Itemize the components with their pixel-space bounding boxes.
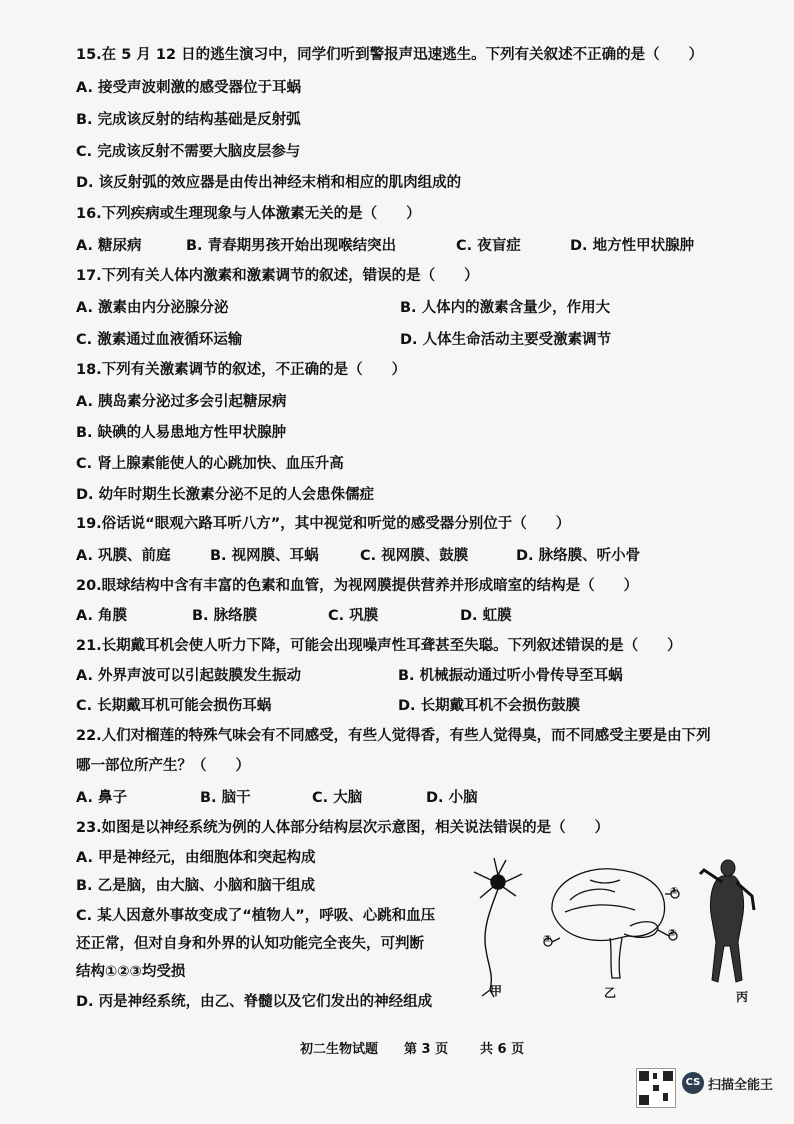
q15-option-d: D. 该反射弧的效应器是由传出神经末梢和相应的肌肉组成的 bbox=[76, 175, 462, 191]
q15-option-a: A. 接受声波刺激的感受器位于耳蜗 bbox=[76, 80, 302, 96]
q22-option-a: A. 鼻子 bbox=[76, 790, 128, 806]
q23-option-a: A. 甲是神经元，由细胞体和突起构成 bbox=[76, 850, 316, 866]
nervous-system-figure bbox=[460, 850, 760, 1004]
q17-option-c: C. 激素通过血液循环运输 bbox=[76, 332, 243, 348]
figure-marker-1: ① bbox=[670, 886, 679, 897]
q21-option-b: B. 机械振动通过听小骨传导至耳蜗 bbox=[398, 668, 623, 684]
question-22-stem: 22.人们对榴莲的特殊气味会有不同感受，有些人觉得香，有些人觉得臭，而不同感受主要是由下列 bbox=[76, 728, 711, 744]
q19-option-a: A. 巩膜、前庭 bbox=[76, 548, 171, 564]
question-19-stem: 19.俗话说“眼观六路耳听八方”，其中视觉和听觉的感受器分别位于（ ） bbox=[76, 516, 571, 532]
question-18-stem: 18.下列有关激素调节的叙述，不正确的是（ ） bbox=[76, 362, 407, 378]
footer-subject: 初二生物试题 bbox=[300, 1042, 379, 1057]
q23-option-b: B. 乙是脑，由大脑、小脑和脑干组成 bbox=[76, 878, 316, 894]
question-22-stem-cont: 哪一部位所产生？（ ） bbox=[76, 758, 250, 774]
q16-option-a: A. 糖尿病 bbox=[76, 238, 142, 254]
q20-option-a: A. 角膜 bbox=[76, 608, 128, 624]
q16-option-d: D. 地方性甲状腺肿 bbox=[570, 238, 695, 254]
figure-marker-3: ③ bbox=[543, 934, 552, 945]
q15-option-c: C. 完成该反射不需要大脑皮层参与 bbox=[76, 144, 301, 160]
q16-option-b: B. 青春期男孩开始出现喉结突出 bbox=[186, 238, 397, 254]
q20-option-b: B. 脉络膜 bbox=[192, 608, 258, 624]
q21-option-c: C. 长期戴耳机可能会损伤耳蜗 bbox=[76, 698, 272, 714]
q17-option-a: A. 激素由内分泌腺分泌 bbox=[76, 300, 229, 316]
neuron-drawing bbox=[474, 858, 522, 997]
q21-option-d: D. 长期戴耳机不会损伤鼓膜 bbox=[398, 698, 581, 714]
q15-option-b: B. 完成该反射的结构基础是反射弧 bbox=[76, 112, 301, 128]
footer-page: 第 3 页 bbox=[404, 1042, 449, 1057]
q18-option-d: D. 幼年时期生长激素分泌不足的人会患侏儒症 bbox=[76, 487, 375, 503]
q23-option-d: D. 丙是神经系统，由乙、脊髓以及它们发出的神经组成 bbox=[76, 994, 433, 1010]
q23-option-c-cont1: 还正常，但对自身和外界的认知功能完全丧失，可判断 bbox=[76, 936, 424, 952]
qr-code-icon bbox=[636, 1068, 676, 1108]
q20-option-d: D. 虹膜 bbox=[460, 608, 512, 624]
q20-option-c: C. 巩膜 bbox=[328, 608, 379, 624]
q18-option-b: B. 缺碘的人易患地方性甲状腺肿 bbox=[76, 425, 287, 441]
q18-option-a: A. 胰岛素分泌过多会引起糖尿病 bbox=[76, 394, 287, 410]
q22-option-c: C. 大脑 bbox=[312, 790, 363, 806]
q21-option-a: A. 外界声波可以引起鼓膜发生振动 bbox=[76, 668, 302, 684]
q17-option-b: B. 人体内的激素含量少，作用大 bbox=[400, 300, 611, 316]
question-15-stem: 15.在 5 月 12 日的逃生演习中，同学们听到警报声迅速逃生。下列有关叙述不正确的是（ ） bbox=[76, 47, 704, 63]
question-16-stem: 16.下列疾病或生理现象与人体激素无关的是（ ） bbox=[76, 206, 421, 222]
question-17-stem: 17.下列有关人体内激素和激素调节的叙述，错误的是（ ） bbox=[76, 268, 479, 284]
figure-label-yi: 乙 bbox=[604, 986, 617, 1000]
q23-option-c-cont2: 结构①②③均受损 bbox=[76, 964, 186, 980]
figure-marker-2: ② bbox=[668, 928, 677, 939]
q16-option-c: C. 夜盲症 bbox=[456, 238, 521, 254]
question-20-stem: 20.眼球结构中含有丰富的色素和血管，为视网膜提供营养并形成暗室的结构是（ ） bbox=[76, 578, 639, 594]
q22-option-d: D. 小脑 bbox=[426, 790, 478, 806]
q19-option-d: D. 脉络膜、听小骨 bbox=[516, 548, 641, 564]
question-21-stem: 21.长期戴耳机会使人听力下降，可能会出现噪声性耳聋甚至失聪。下列叙述错误的是（ ） bbox=[76, 638, 682, 654]
q19-option-c: C. 视网膜、鼓膜 bbox=[360, 548, 469, 564]
figure-label-jia: 甲 bbox=[490, 984, 503, 998]
brain-drawing bbox=[544, 869, 679, 978]
figure-drawing bbox=[460, 850, 760, 1000]
q19-option-b: B. 视网膜、耳蜗 bbox=[210, 548, 319, 564]
watermark-title: 扫描全能王 bbox=[708, 1078, 774, 1093]
footer-total: 共 6 页 bbox=[480, 1042, 525, 1057]
figure-label-bing: 丙 bbox=[736, 990, 749, 1004]
q23-option-c: C. 某人因意外事故变成了“植物人”，呼吸、心跳和血压 bbox=[76, 908, 436, 924]
q18-option-c: C. 肾上腺素能使人的心跳加快、血压升高 bbox=[76, 456, 344, 472]
cs-logo-icon: CS bbox=[682, 1072, 704, 1094]
scanner-watermark bbox=[636, 1068, 786, 1114]
nervous-system-drawing bbox=[700, 860, 754, 982]
q22-option-b: B. 脑干 bbox=[200, 790, 251, 806]
q17-option-d: D. 人体生命活动主要受激素调节 bbox=[400, 332, 612, 348]
question-23-stem: 23.如图是以神经系统为例的人体部分结构层次示意图，相关说法错误的是（ ） bbox=[76, 820, 610, 836]
